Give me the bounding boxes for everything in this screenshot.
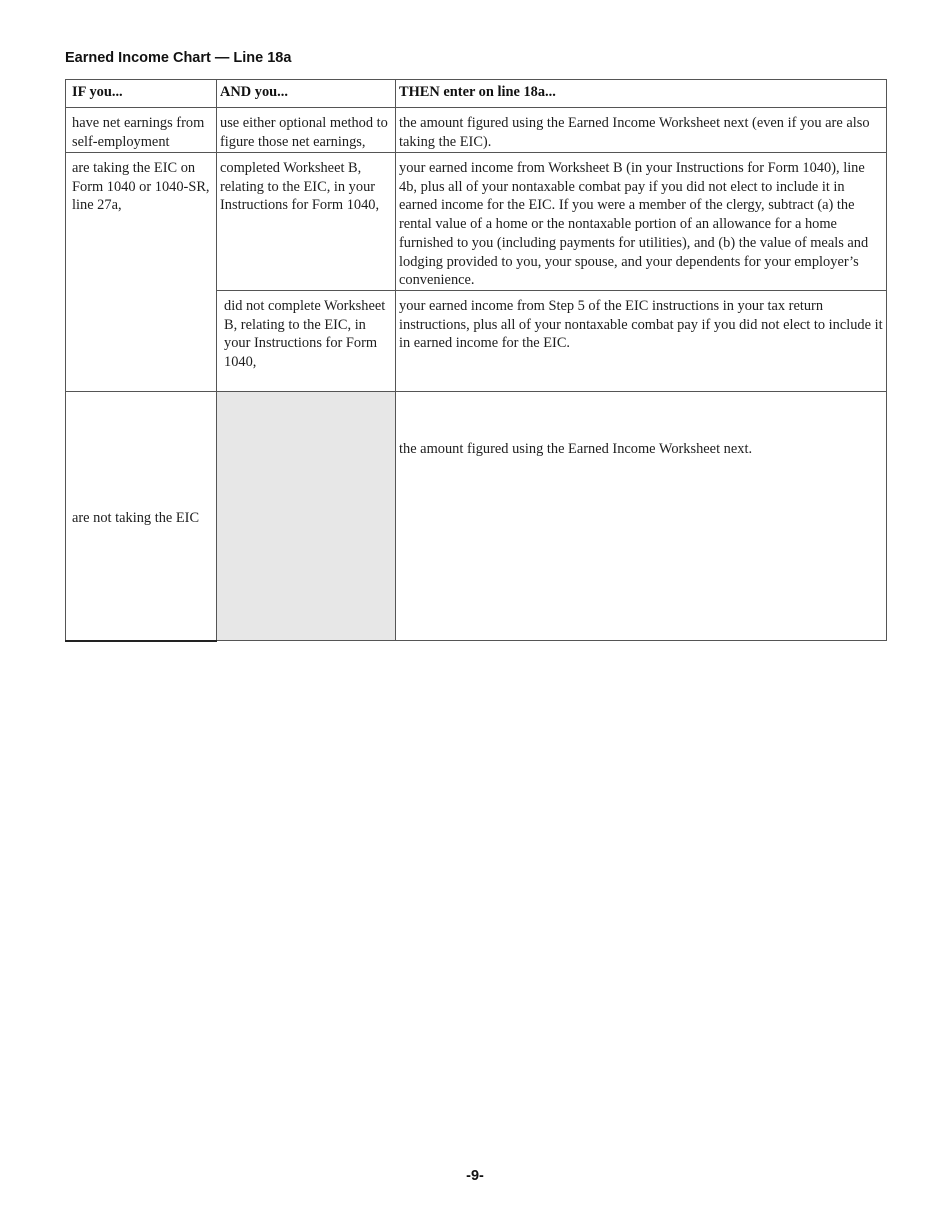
cell-then: the amount figured using the Earned Income Worksheet next (even if you are also taking the EIC). <box>396 108 887 153</box>
header-and: AND you... <box>217 80 396 108</box>
table-row <box>66 153 887 291</box>
cell-if: are taking the EIC on Form 1040 or 1040-SR, line 27a, <box>66 153 217 392</box>
header-if: IF you... <box>66 80 217 108</box>
table-header-row <box>66 80 887 108</box>
cell-then: your earned income from Worksheet B (in your Instructions for Form 1040), line 4b, plus all of your nontaxable combat pay if you did not elect to include it in earned income for the EIC. If you were a member of the clergy, subtract (a) the rental value of a home or the nontaxable portion of an allowance for a home furnished to you (including payments for utilities), and (b) the value of meals and lodging provided to you, your spouse, and your dependents for your employer’s convenience. <box>396 153 887 291</box>
cell-and: completed Worksheet B, relating to the EIC, in your Instructions for Form 1040, <box>217 153 396 291</box>
cell-if: have net earnings from self-employment <box>66 108 217 153</box>
header-then: THEN enter on line 18a... <box>396 80 887 108</box>
cell-and-shaded <box>217 392 396 641</box>
earned-income-chart-table <box>65 79 887 642</box>
cell-and: use either optional method to figure those net earnings, <box>217 108 396 153</box>
page-number: -9- <box>466 1168 484 1184</box>
table-row <box>66 108 887 153</box>
chart-title: Earned Income Chart — Line 18a <box>65 50 292 66</box>
cell-and: did not complete Worksheet B, relating to the EIC, in your Instructions for Form 1040, <box>217 291 396 392</box>
cell-then: your earned income from Step 5 of the EIC instructions in your tax return instructions, plus all of your nontaxable combat pay if you did not elect to include it in earned income for the EIC. <box>396 291 887 392</box>
cell-then: the amount figured using the Earned Income Worksheet next. <box>396 392 887 641</box>
table-row <box>66 392 887 641</box>
cell-if: are not taking the EIC <box>66 392 217 641</box>
